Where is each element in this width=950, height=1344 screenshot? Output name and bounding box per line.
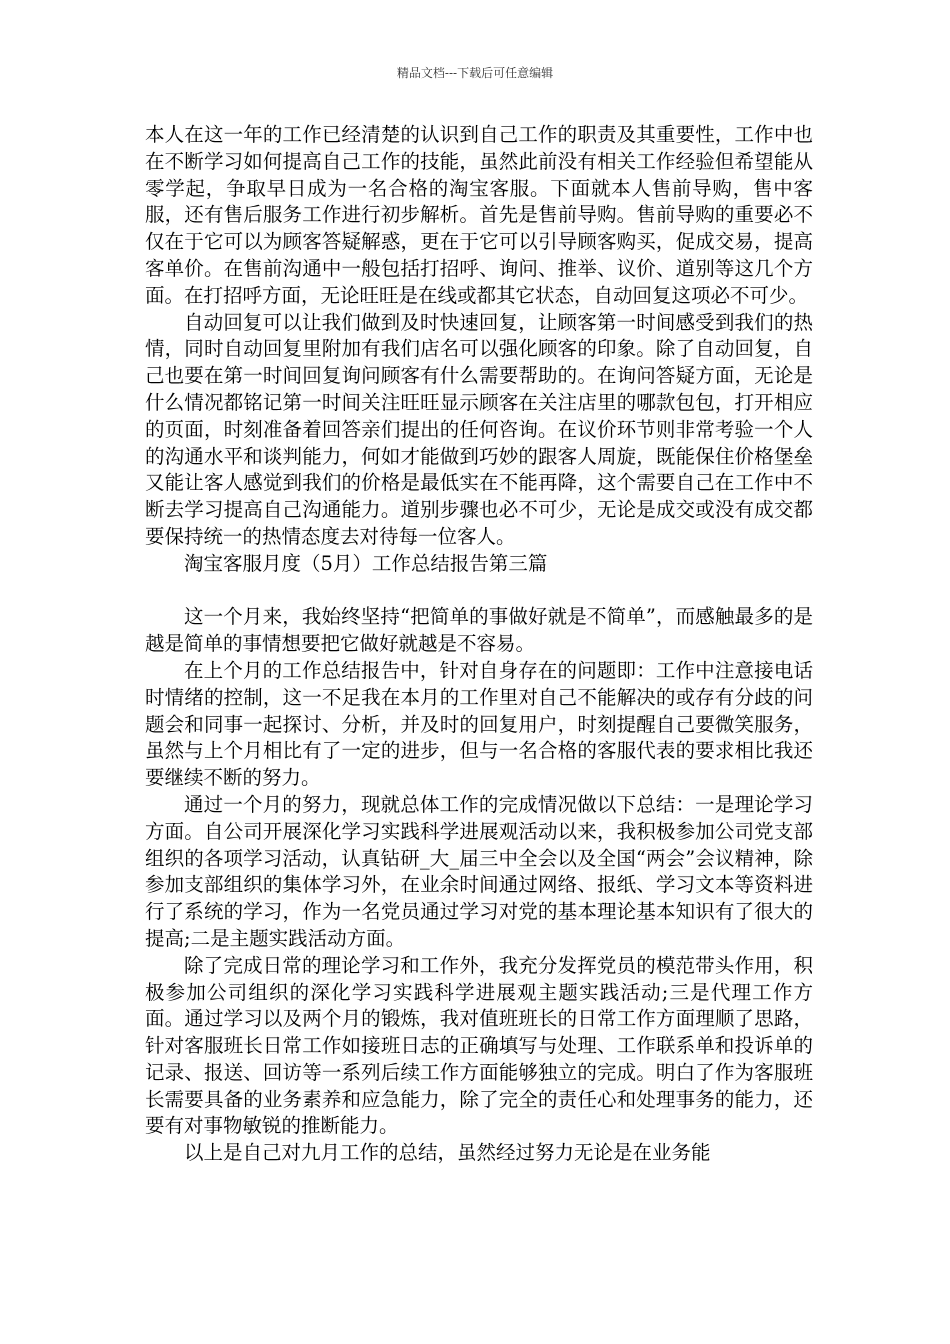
body-paragraph: 以上是自己对九月工作的总结，虽然经过努力无论是在业务能 — [184, 1141, 711, 1165]
body-paragraph: 在上个月的工作总结报告中，针对自身存在的问题即：工作中注意接电话时情绪的控制，这一不足我在本月的工作里对自己不能解决的或存有分歧的问题会和同事一起探讨、分析，并及时的回复用户，时刻提醒自己要微笑服务，虽然与上个月相比有了一定的进步，但与一名合格的客服代表的要求相比我还要继续不断的努力。 — [145, 658, 813, 790]
body-paragraph: 通过一个月的努力，现就总体工作的完成情况做以下总结：一是理论学习方面。自公司开展深化学习实践科学进展观活动以来，我积极参加公司党支部组织的各项学习活动，认真钻研_大_届三中全会以及全国“两会”会议精神，除参加支部组织的集体学习外，在业余时间通过网络、报纸、学习文本等资料进行了系统的学习，作为一名党员通过学习对党的基本理论基本知识有了很大的提高;二是主题实践活动方面。 — [145, 792, 813, 950]
document-body — [145, 122, 813, 1167]
body-paragraph: 本人在这一年的工作已经清楚的认识到自己工作的职责及其重要性，工作中也在不断学习如何提高自己工作的技能，虽然此前没有相关工作经验但希望能从零学起，争取早日成为一名合格的淘宝客服。下面就本人售前导购，售中客服，还有售后服务工作进行初步解析。首先是售前导购。售前导购的重要必不仅在于它可以为顾客答疑解惑，更在于它可以引导顾客购买，促成交易，提高客单价。在售前沟通中一般包括打招呼、询问、推举、议价、道别等这几个方面。在打招呼方面，无论旺旺是在线或都其它状态，自动回复这项必不可少。 — [145, 123, 813, 307]
body-paragraph: 除了完成日常的理论学习和工作外，我充分发挥党员的模范带头作用，积极参加公司组织的深化学习实践科学进展观主题实践活动;三是代理工作方面。通过学习以及两个月的锻炼，我对值班班长的日常工作方面理顺了思路，针对客服班长日常工作如接班日志的正确填写与处理、工作联系单和投诉单的记录、报送、回访等一系列后续工作方面能够独立的完成。明白了作为客服班长需要具备的业务素养和应急能力，除了完全的责任心和处理事务的能力，还要有对事物敏锐的推断能力。 — [145, 953, 813, 1138]
body-paragraph: 这一个月来，我始终坚持“把简单的事做好就是不简单”，而感触最多的是越是简单的事情想要把它做好就越是不容易。 — [145, 605, 813, 656]
blank-line — [145, 578, 813, 605]
section-heading: 淘宝客服月度（5月）工作总结报告第三篇 — [184, 551, 548, 575]
page-header-note: 精品文档---下载后可任意编辑 — [396, 66, 554, 80]
body-paragraph: 自动回复可以让我们做到及时快速回复，让顾客第一时间感受到我们的热情，同时自动回复里附加有我们店名可以强化顾客的印象。除了自动回复，自己也要在第一时间回复询问顾客有什么需要帮助的。在询问答疑方面，无论是什么情况都铭记第一时间关注旺旺显示顾客在关注店里的哪款包包，打开相应的页面，时刻准备着回答亲们提出的任何咨询。在议价环节则非常考验一个人的沟通水平和谈判能力，何如才能做到巧妙的跟客人周旋，既能保住价格堡垒又能让客人感觉到我们的价格是最低实在不能再降，这个需要自己在工作中不断去学习提高自己沟通能力。道别步骤也必不可少，无论是成交或没有成交都要保持统一的热情态度去对待每一位客人。 — [145, 310, 813, 548]
